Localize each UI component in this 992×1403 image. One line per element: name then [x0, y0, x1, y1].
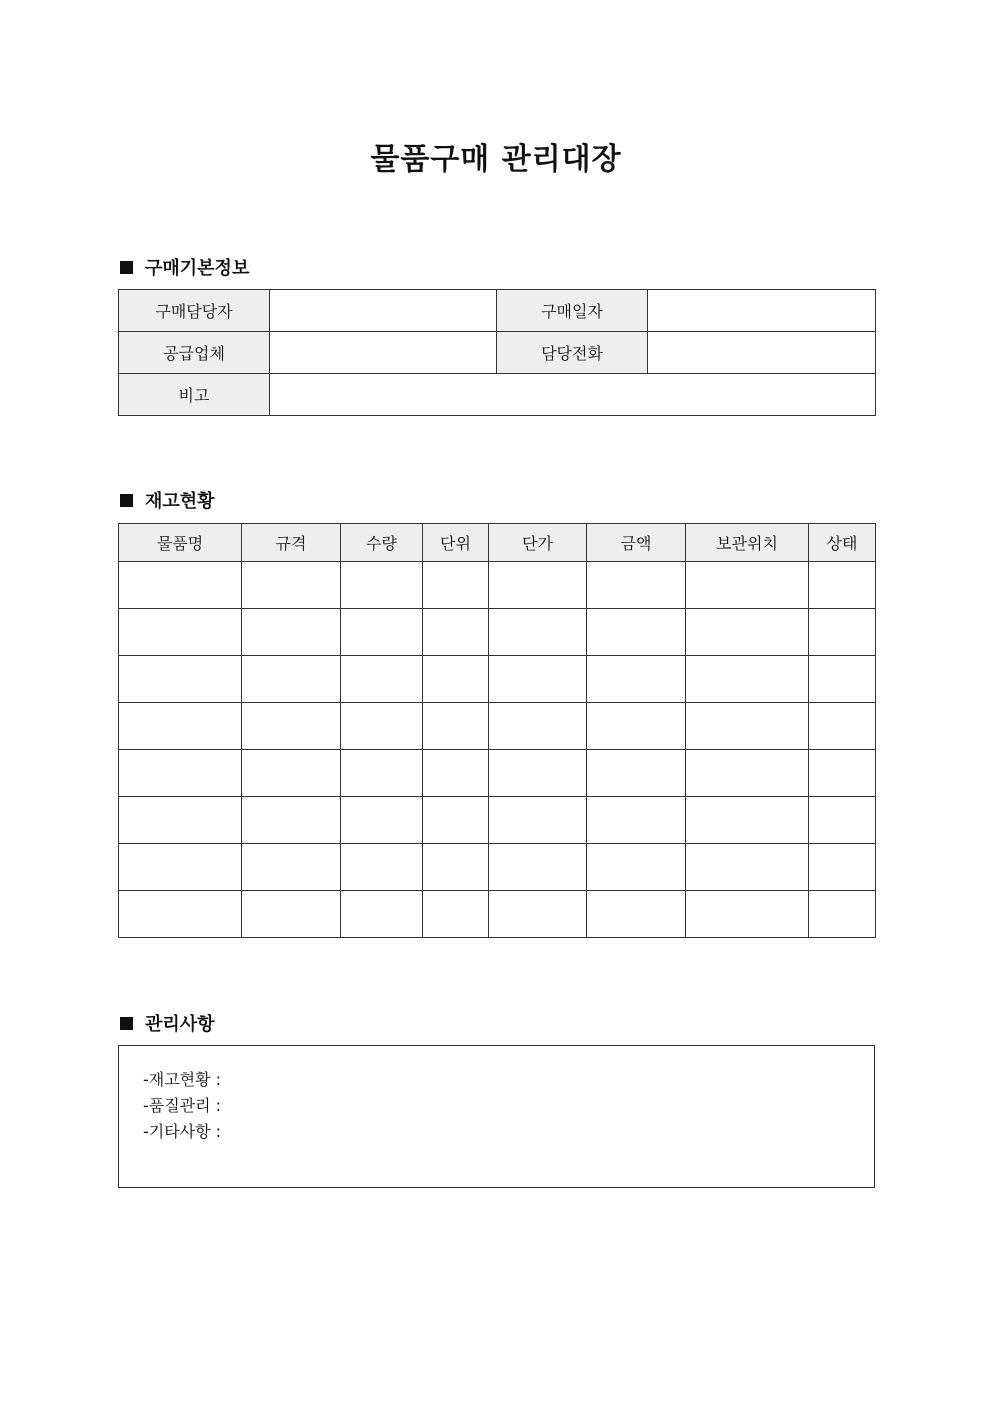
cell-item-name[interactable]	[119, 750, 242, 797]
square-bullet-icon	[120, 494, 133, 507]
section-heading-management	[120, 1010, 215, 1036]
cell-unit[interactable]	[423, 750, 489, 797]
cell-spec[interactable]	[242, 797, 341, 844]
table-row	[119, 844, 876, 891]
table-row	[119, 609, 876, 656]
cell-unit[interactable]	[423, 609, 489, 656]
cell-item-name[interactable]	[119, 609, 242, 656]
table-row	[119, 374, 876, 416]
buyer-label: 구매담당자	[119, 290, 270, 332]
cell-spec[interactable]	[242, 656, 341, 703]
cell-status[interactable]	[809, 562, 876, 609]
cell-storage-location[interactable]	[686, 844, 809, 891]
cell-spec[interactable]	[242, 562, 341, 609]
cell-unit[interactable]	[423, 844, 489, 891]
cell-storage-location[interactable]	[686, 750, 809, 797]
cell-spec[interactable]	[242, 844, 341, 891]
column-header-storage-location: 보관위치	[686, 524, 809, 562]
cell-unit-price[interactable]	[489, 609, 587, 656]
stock-table	[118, 523, 876, 938]
table-row	[119, 562, 876, 609]
table-row	[119, 891, 876, 938]
cell-item-name[interactable]	[119, 844, 242, 891]
column-header-unit-price: 단가	[489, 524, 587, 562]
column-header-unit: 단위	[423, 524, 489, 562]
basic-info-table	[118, 289, 876, 416]
table-row	[119, 750, 876, 797]
cell-storage-location[interactable]	[686, 703, 809, 750]
cell-storage-location[interactable]	[686, 656, 809, 703]
section-heading-stock-status	[120, 487, 215, 513]
cell-amount[interactable]	[587, 797, 686, 844]
cell-quantity[interactable]	[341, 703, 423, 750]
cell-spec[interactable]	[242, 750, 341, 797]
square-bullet-icon	[120, 1017, 133, 1030]
cell-unit[interactable]	[423, 656, 489, 703]
cell-status[interactable]	[809, 609, 876, 656]
cell-unit-price[interactable]	[489, 844, 587, 891]
cell-unit[interactable]	[423, 797, 489, 844]
buyer-field[interactable]	[270, 290, 497, 332]
cell-quantity[interactable]	[341, 844, 423, 891]
supplier-field[interactable]	[270, 332, 497, 374]
cell-unit-price[interactable]	[489, 703, 587, 750]
cell-storage-location[interactable]	[686, 891, 809, 938]
cell-unit[interactable]	[423, 703, 489, 750]
cell-amount[interactable]	[587, 750, 686, 797]
cell-item-name[interactable]	[119, 562, 242, 609]
cell-quantity[interactable]	[341, 891, 423, 938]
cell-status[interactable]	[809, 891, 876, 938]
table-header-row	[119, 524, 876, 562]
phone-label: 담당전화	[497, 332, 648, 374]
column-header-status: 상태	[809, 524, 876, 562]
cell-unit[interactable]	[423, 562, 489, 609]
cell-amount[interactable]	[587, 562, 686, 609]
purchase-date-label: 구매일자	[497, 290, 648, 332]
supplier-label: 공급업체	[119, 332, 270, 374]
cell-amount[interactable]	[587, 844, 686, 891]
section-heading-label: 관리사항	[145, 1014, 215, 1035]
column-header-item-name: 물품명	[119, 524, 242, 562]
cell-spec[interactable]	[242, 891, 341, 938]
cell-unit-price[interactable]	[489, 656, 587, 703]
column-header-spec: 규격	[242, 524, 341, 562]
cell-storage-location[interactable]	[686, 797, 809, 844]
note-other-matters: -기타사항 :	[143, 1122, 222, 1141]
purchase-date-field[interactable]	[648, 290, 876, 332]
cell-quantity[interactable]	[341, 609, 423, 656]
management-notes-box[interactable]	[118, 1045, 875, 1188]
cell-amount[interactable]	[587, 656, 686, 703]
cell-unit[interactable]	[423, 891, 489, 938]
cell-status[interactable]	[809, 844, 876, 891]
note-quality-control: -품질관리 :	[143, 1096, 222, 1115]
table-row	[119, 656, 876, 703]
note-stock-status: -재고현황 :	[143, 1070, 222, 1089]
section-heading-label: 재고현황	[145, 491, 215, 512]
cell-status[interactable]	[809, 797, 876, 844]
table-row	[119, 290, 876, 332]
cell-item-name[interactable]	[119, 703, 242, 750]
cell-status[interactable]	[809, 656, 876, 703]
cell-item-name[interactable]	[119, 891, 242, 938]
cell-item-name[interactable]	[119, 797, 242, 844]
cell-status[interactable]	[809, 750, 876, 797]
cell-unit-price[interactable]	[489, 797, 587, 844]
cell-storage-location[interactable]	[686, 562, 809, 609]
section-heading-basic-info	[120, 254, 249, 280]
cell-unit-price[interactable]	[489, 562, 587, 609]
document-title: 물품구매 관리대장	[370, 142, 622, 177]
table-row	[119, 332, 876, 374]
cell-unit-price[interactable]	[489, 750, 587, 797]
remarks-label: 비고	[119, 374, 270, 416]
cell-quantity[interactable]	[341, 562, 423, 609]
section-heading-label: 구매기본정보	[145, 258, 250, 279]
cell-amount[interactable]	[587, 703, 686, 750]
phone-field[interactable]	[648, 332, 876, 374]
cell-item-name[interactable]	[119, 656, 242, 703]
square-bullet-icon	[120, 261, 133, 274]
cell-quantity[interactable]	[341, 656, 423, 703]
column-header-quantity: 수량	[341, 524, 423, 562]
cell-spec[interactable]	[242, 703, 341, 750]
cell-spec[interactable]	[242, 609, 341, 656]
remarks-field[interactable]	[270, 374, 876, 416]
table-row	[119, 703, 876, 750]
cell-storage-location[interactable]	[686, 609, 809, 656]
cell-status[interactable]	[809, 703, 876, 750]
cell-amount[interactable]	[587, 609, 686, 656]
column-header-amount: 금액	[587, 524, 686, 562]
cell-unit-price[interactable]	[489, 891, 587, 938]
cell-quantity[interactable]	[341, 797, 423, 844]
table-row	[119, 797, 876, 844]
cell-amount[interactable]	[587, 891, 686, 938]
cell-quantity[interactable]	[341, 750, 423, 797]
